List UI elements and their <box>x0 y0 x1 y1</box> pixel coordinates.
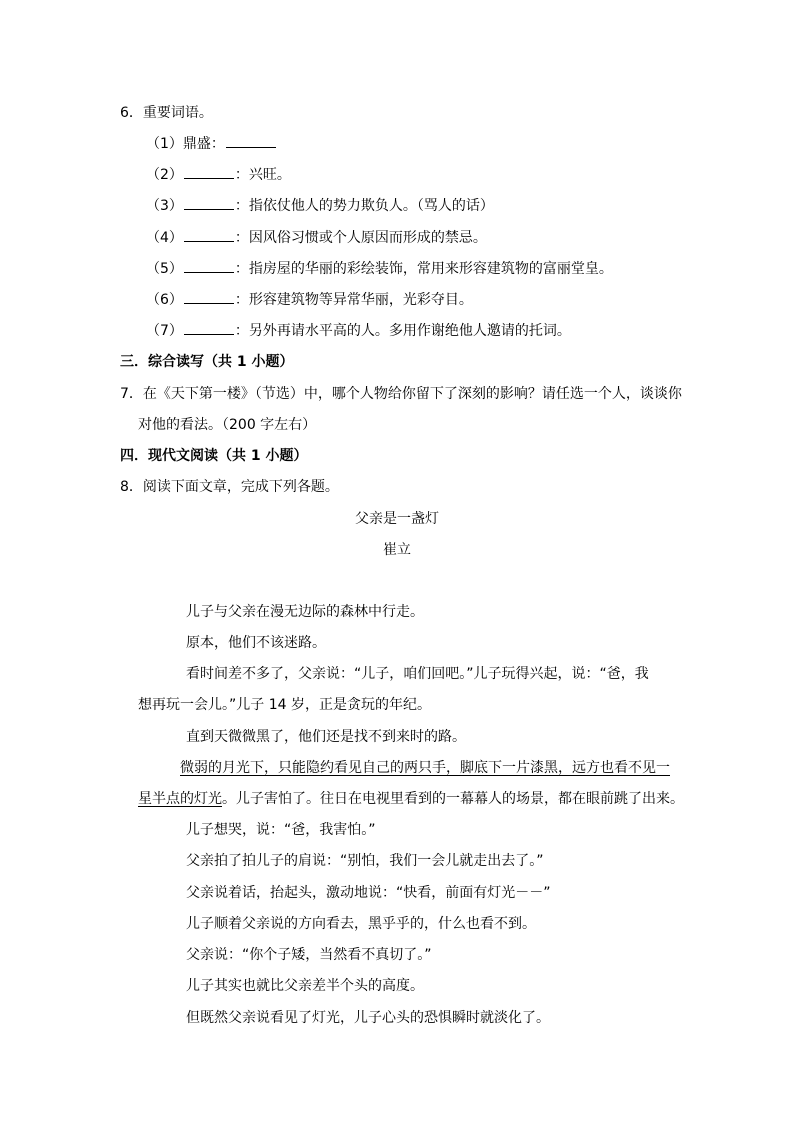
answer-blank <box>184 229 234 242</box>
q6-item-6 <box>146 291 473 309</box>
article-author: 崔立 <box>383 542 411 558</box>
article-paragraph: 父亲说着话，抬起头，激动地说：“快看，前面有灯光－－” <box>186 885 551 901</box>
article-paragraph: 儿子想哭，说：“爸，我害怕。” <box>186 822 376 838</box>
article-paragraph: 但既然父亲说看见了灯光，儿子心头的恐惧瞬时就淡化了。 <box>186 1010 550 1026</box>
question-7-line-2: 对他的看法。（200 字左右） <box>138 417 317 433</box>
item-number: （5） <box>146 261 183 277</box>
q6-item-1 <box>146 135 277 153</box>
underlined-phrase: 星半点的灯光 <box>138 791 222 807</box>
section-4-heading: 四．现代文阅读（共 1 小题） <box>120 448 308 464</box>
item-number: （6） <box>146 292 183 308</box>
item-text: ：因风俗习惯或个人原因而形成的禁忌。 <box>234 230 487 246</box>
item-number: （3） <box>146 198 183 214</box>
article-paragraph: 父亲说：“你个子矮，当然看不真切了。” <box>186 947 432 963</box>
item-text: ：兴旺。 <box>234 167 291 183</box>
question-7-line-1: 7．在《天下第一楼》（节选）中，哪个人物给你留下了深刻的影响？请任选一个人，谈谈你 <box>120 386 682 402</box>
article-paragraph: 父亲拍了拍儿子的肩说：“别怕，我们一会儿就走出去了。” <box>186 853 544 869</box>
paragraph-text: 。儿子害怕了。往日在电视里看到的一幕幕人的场景，都在眼前跳了出来。 <box>222 791 684 807</box>
q6-item-3 <box>146 197 494 215</box>
article-title: 父亲是一盏灯 <box>355 511 439 527</box>
answer-blank <box>184 166 234 179</box>
article-paragraph: 看时间差不多了，父亲说：“儿子，咱们回吧。”儿子玩得兴起，说：“爸，我 <box>186 666 649 682</box>
answer-blank <box>184 291 234 304</box>
item-text: 鼎盛： <box>182 136 225 152</box>
article-paragraph: 直到天微微黑了，他们还是找不到来时的路。 <box>186 729 466 745</box>
q6-item-4 <box>146 229 487 247</box>
article-paragraph-continued <box>138 790 684 808</box>
q6-item-7 <box>146 322 571 340</box>
underlined-sentence: 微弱的月光下，只能隐约看见自己的两只手，脚底下一片漆黑，远方也看不见一 <box>180 760 670 776</box>
question-6-title: 6．重要词语。 <box>120 105 213 121</box>
answer-blank <box>226 135 276 148</box>
article-paragraph-continued: 想再玩一会儿。”儿子 14 岁，正是贪玩的年纪。 <box>138 697 431 713</box>
item-text: ：指房屋的华丽的彩绘装饰，常用来形容建筑物的富丽堂皇。 <box>234 261 613 277</box>
section-3-heading: 三．综合读写（共 1 小题） <box>120 354 294 370</box>
article-paragraph: 儿子与父亲在漫无边际的森林中行走。 <box>186 604 424 620</box>
q6-item-2 <box>146 166 291 184</box>
item-number: （7） <box>146 323 183 339</box>
item-number: （4） <box>146 230 183 246</box>
item-text: ：形容建筑物等异常华丽，光彩夺目。 <box>234 292 473 308</box>
item-number: （1） <box>146 136 183 152</box>
question-8-prompt: 8．阅读下面文章，完成下列各题。 <box>120 479 339 495</box>
q6-item-5 <box>146 260 613 278</box>
answer-blank <box>184 197 234 210</box>
item-text: ：另外再请水平高的人。多用作谢绝他人邀请的托词。 <box>234 323 571 339</box>
answer-blank <box>184 260 234 273</box>
item-text: ：指依仗他人的势力欺负人。（骂人的话） <box>234 198 494 214</box>
article-paragraph: 儿子其实也就比父亲差半个头的高度。 <box>186 978 424 994</box>
answer-blank <box>184 322 234 335</box>
article-paragraph: 原本，他们不该迷路。 <box>186 635 326 651</box>
article-paragraph: 儿子顺着父亲说的方向看去，黑乎乎的，什么也看不到。 <box>186 916 536 932</box>
item-number: （2） <box>146 167 183 183</box>
